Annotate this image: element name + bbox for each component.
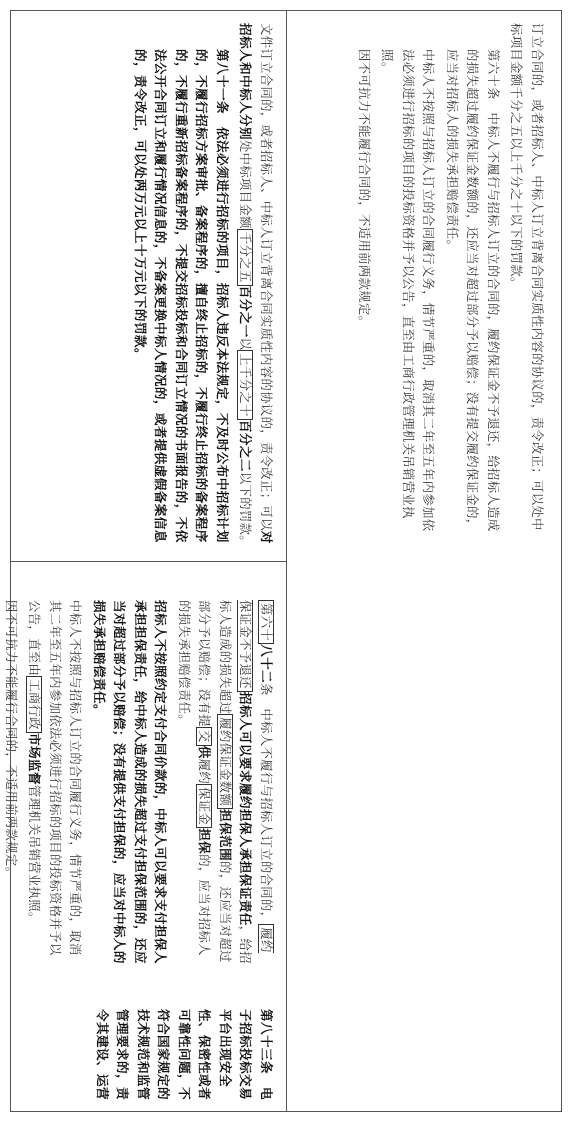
deleted-text: 上千分之十 [238, 350, 254, 420]
inserted-text: 担保 [197, 828, 213, 855]
article-81 [130, 23, 233, 551]
article-60 [442, 23, 504, 539]
article-label: 第八十三条 [259, 1009, 274, 1074]
article-text: 中标人不履行与招标人订立的合同的，履约保证金不予退还，给招标人造成的损失超过履约保证金数额的，还应当对超过部分予以赔偿；没有提交履约保证金的，应当对招标人的损失承担赔偿责任。 [445, 49, 500, 532]
inserted-text: 对招标人和中标人分别 [238, 23, 274, 544]
text: 管理机关吊销营业执照。 [27, 784, 42, 925]
text: 的，还应当对超过部分予以赔偿；没有提 [197, 600, 232, 963]
article-label: 第六十条 [486, 49, 500, 100]
article-label: 第八十一条 [215, 49, 230, 114]
text: 中标人不按照与招标人订立的合同履行义务，情节严重的，取消其二年至五年内参加依法必须进行招标的项目的投标资格并予以公告，直至由 [27, 600, 83, 956]
revised-paragraph-1 [235, 23, 276, 551]
text: ，给招标人造成的损失超过 [218, 600, 253, 964]
paragraph-1: 订立合同的，或者招标人、中标人订立背离合同实质性内容的协议的，责令改正；可以处中标项目金额千分之五以上千分之十以下的罚款。 [509, 23, 544, 531]
inserted-text: 八十二 [259, 644, 274, 684]
text: 的，应当对招标人的损失承担赔偿责任。 [177, 600, 212, 956]
inserted-text: 供 [197, 745, 213, 759]
text: 以 [238, 337, 253, 351]
text: 文件订立合同的，或者招标人、中标人订立背离合同实质性内容的协议的，责令改正；可以 [259, 23, 273, 531]
text: 处中标项目金额 [238, 139, 253, 229]
revised-text-cell-top [11, 11, 286, 561]
inserted-paragraph: 招标人不按照约定支付合同价款的，中标人可以要求支付担保人承担担保责任，给中标人造成的损失超过支付担保范围的，还应当对超过部分予以赔偿；没有提供支付担保的，应当对中标人的损失承担赔偿责任。 [92, 600, 169, 964]
deleted-text: 第六十 [258, 600, 274, 644]
article-text: 依法必须进行招标的项目，招标人违反本法规定，不及时公布中招标计划的，不履行招标方案审批、备案程序的，擅自终止招标的，不履行终止招标的备案程序的，不履行重新招标备案程序的，不提交招标投标和合同订立情况的书面报告的，不依法公开合同订立和履行情况信息的，不备案更换中标人情况的，或者提供虚假备案信息的，责令改正，可以处两万元以上十万元以下的罚款。 [133, 49, 230, 543]
inserted-text: 担保范围 [218, 809, 233, 862]
paragraph-3: 中标人不按照与招标人订立的合同履行义务，情节严重的，取消其二年至五年内参加依法必须进行招标的项目的投标资格并予以公告，直至由工商行政管理机关吊销营业执照。 [380, 49, 436, 532]
inserted-text: 招标人可以要求履约担保人承担保证责任 [238, 691, 254, 926]
deleted-text: 交 [197, 727, 213, 746]
revised-text-cell-bottom [11, 973, 286, 1111]
original-text-cell [287, 11, 563, 1111]
deleted-text: 工商行政 [27, 676, 43, 733]
text: 条 中标人不履行与招标人订立的合同的， [259, 683, 273, 925]
deleted-text: 千分之五 [238, 229, 254, 286]
comparison-table [4, 10, 562, 1112]
text: 履约 [197, 758, 212, 785]
inserted-text: 市场监督 [27, 732, 43, 785]
deleted-text: 保证金 [197, 784, 213, 828]
deleted-text: 履约保证金数额 [217, 714, 233, 809]
article-text: 电子招标投标交易平台出现安全性、保密性或者可靠性问题，不符合国家规定的技术规范和监管管理要求的，责令其建设、运营 [95, 1009, 274, 1100]
paragraph-4: 因不可抗力不能履行合同的，不适用前两款规定。 [4, 600, 18, 880]
deleted-text: 履约保证金不予退还 [238, 600, 273, 953]
article-83 [92, 983, 277, 1105]
text: 以下的罚款。 [238, 471, 253, 548]
revised-text-cell-mid [4, 562, 286, 972]
article-82 [174, 574, 277, 964]
paragraph-4: 因不可抗力不能履行合同的，不适用前两款规定。 [357, 49, 371, 329]
inserted-text: 百分之一 [238, 285, 254, 338]
paragraph-3 [24, 574, 86, 964]
inserted-text: 百分之二 [238, 419, 254, 472]
